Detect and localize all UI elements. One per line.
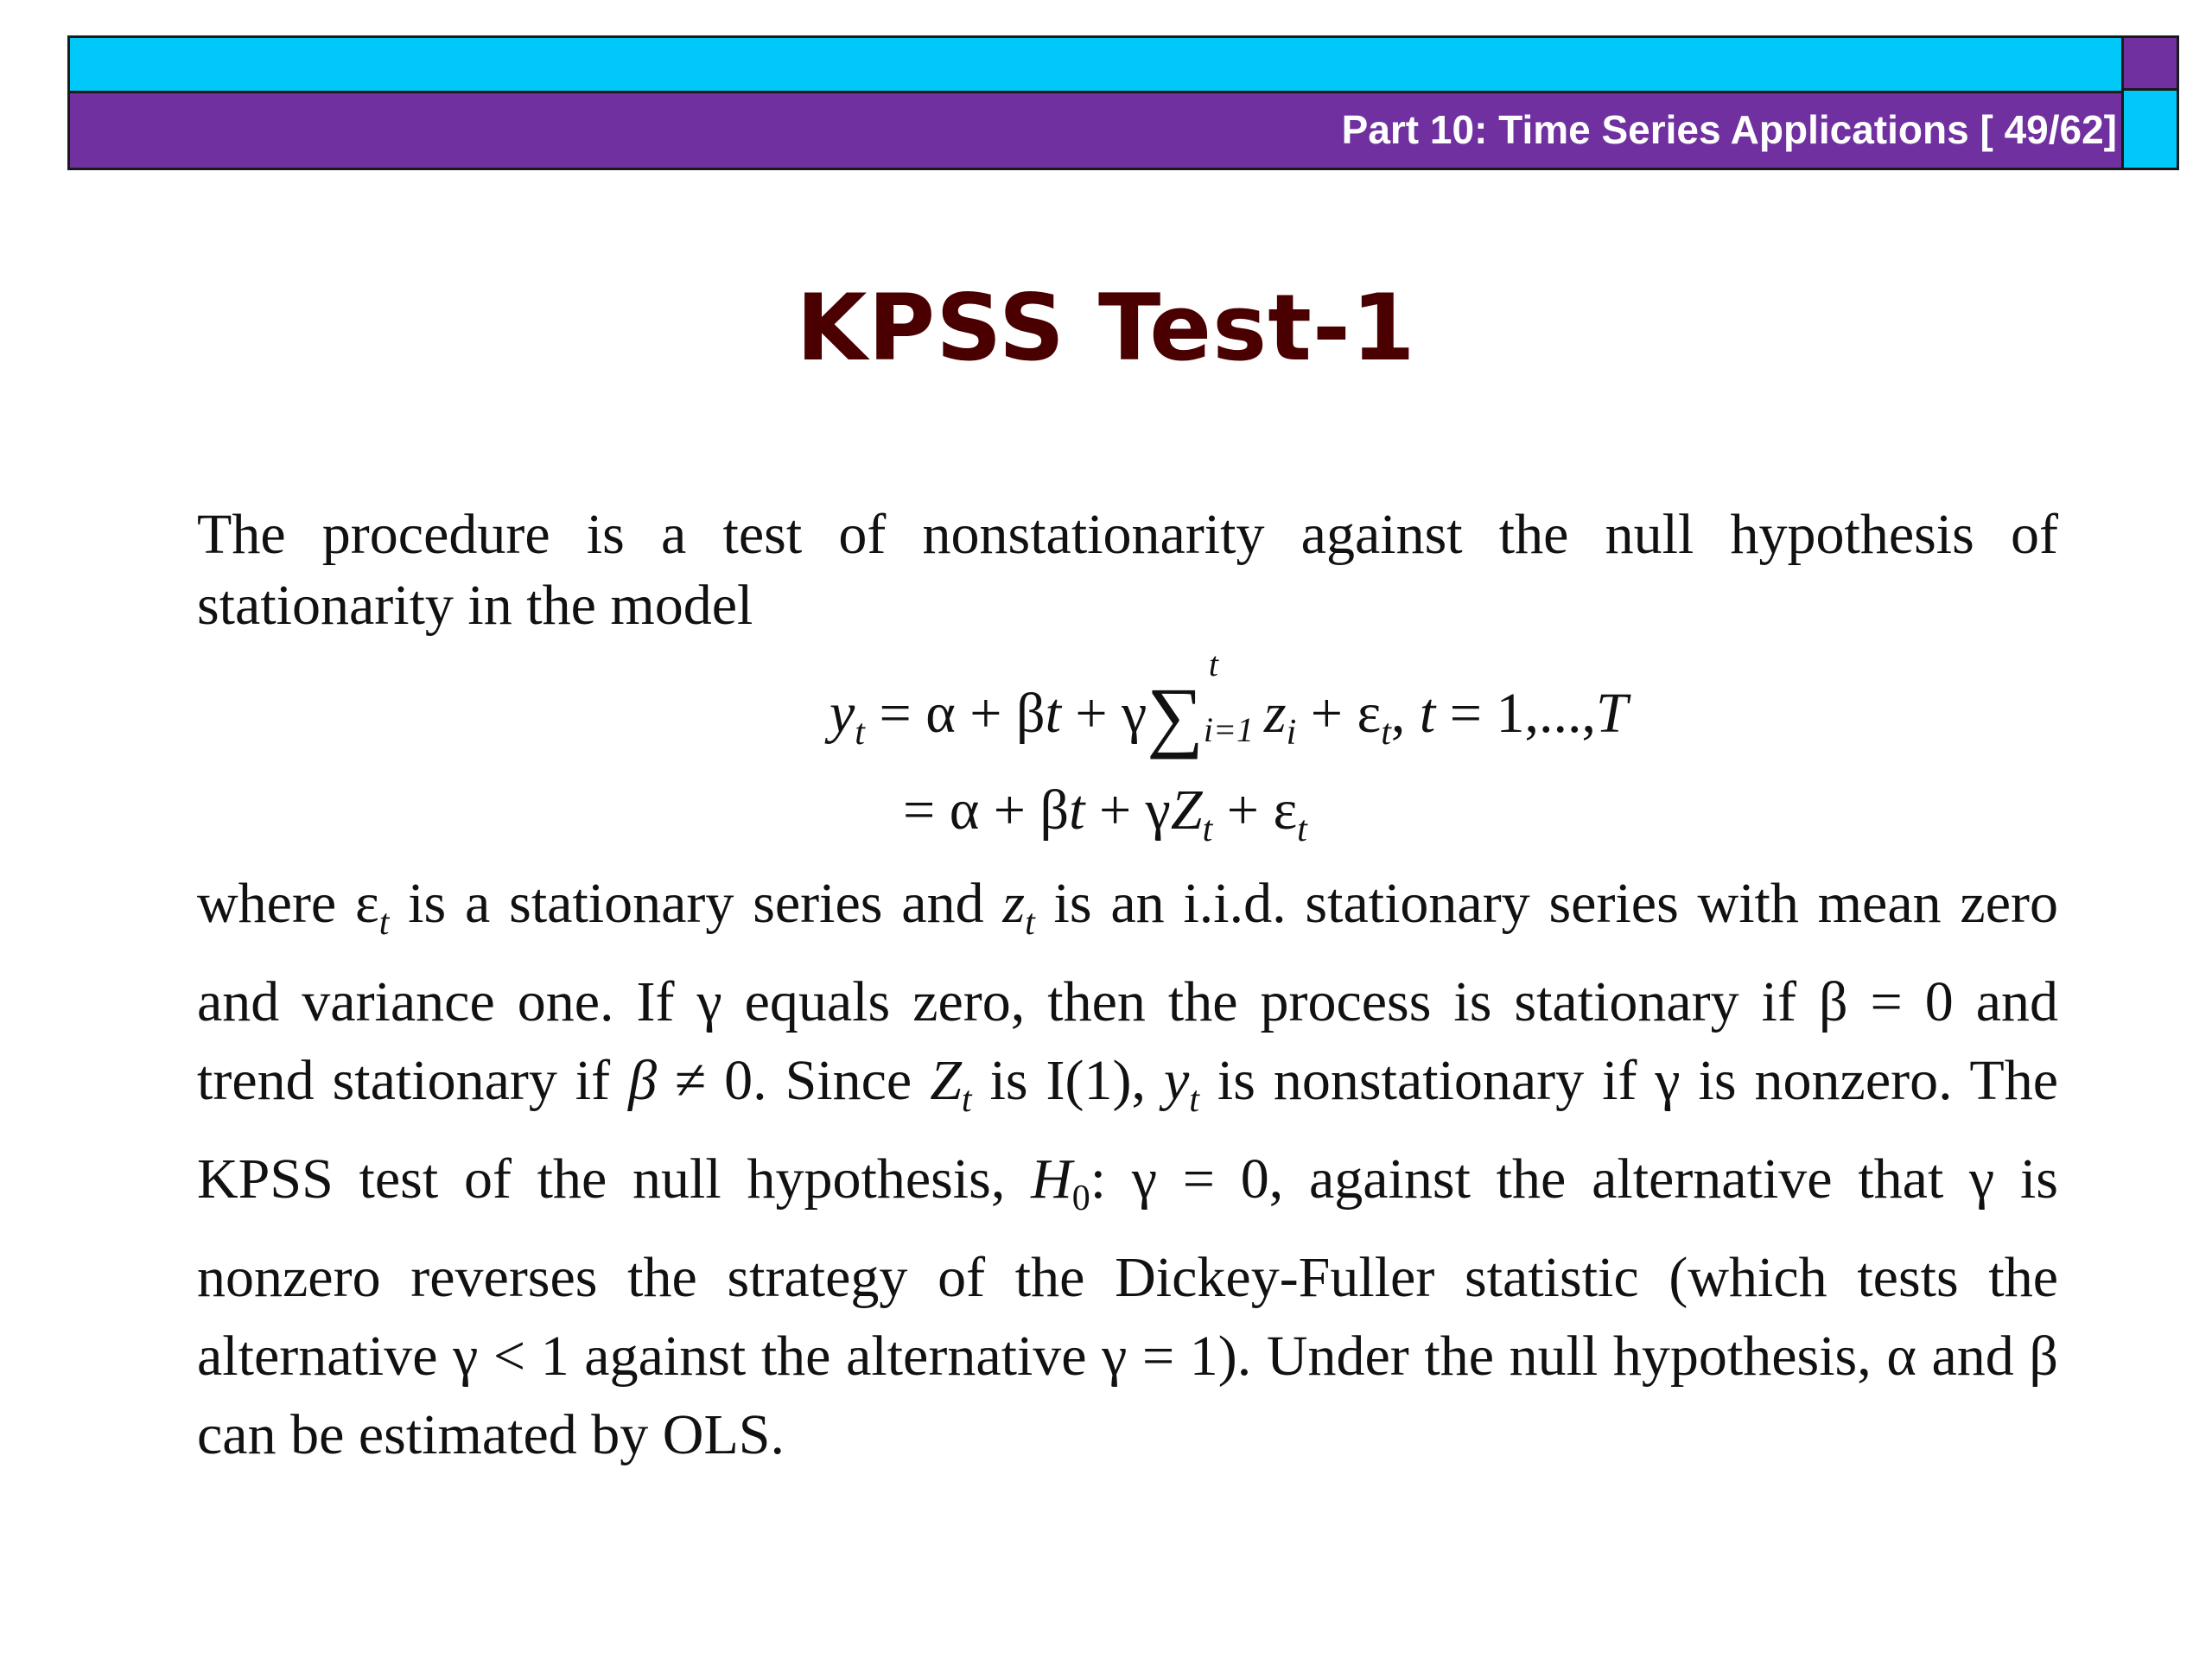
eq2-part: + γ [1084,779,1171,842]
intro-paragraph: The procedure is a test of nonstationarity against the null hypothesis of stationarity in the model [197,503,2058,637]
eq2-t: t [1069,779,1085,842]
header-corner-square-bottom [2124,91,2179,170]
eq-y: y [830,682,855,745]
eq2-Z: Z [1170,779,1203,842]
section-label: Part 10: Time Series Applications [ 49/62] [1341,107,2117,152]
eq-T: T [1595,682,1628,745]
body-text: is nonstationary if γ is nonzero. The KPSS test of the null hypothesis, [197,1049,2058,1211]
body-Z: Z [930,1049,962,1112]
body-text: ≠ 0. Since [656,1049,931,1112]
eq-part: = α + β [864,682,1046,745]
body-text: is a stationary series and [389,872,1003,935]
header-bar-top [67,35,2124,91]
sigma-symbol: ∑ [1147,671,1204,760]
body-y: y [1163,1049,1190,1112]
eq-z-sub: i [1286,713,1297,753]
equation-line-1 [830,645,1628,761]
slide-title: KPSS Test-1 [796,275,1416,381]
eq-y-sub: t [855,713,865,753]
body-sub: t [378,903,390,943]
eq2-part: = α + β [903,779,1070,842]
body-beta: β [628,1049,657,1112]
eq2-eps-sub: t [1297,810,1307,849]
body-z: z [1002,872,1026,935]
eq-part: = 1,..., [1435,682,1596,745]
eq-eps-sub: t [1381,713,1391,753]
sigma-lower: i=1 [1203,710,1255,749]
body-text: where ε [197,872,379,935]
header-corner-square-top [2124,35,2179,91]
equation-line-2 [903,778,1307,850]
body-paragraph [197,864,2058,1474]
eq-part: , [1390,682,1420,745]
sigma-upper: t [1208,645,1219,683]
body-sub: t [1189,1080,1199,1120]
body-text: : γ = 0, against the alternative that γ is nonzero reverses the strategy of the Dickey-Fuller statistic (which tests the alternative γ < 1 against the alternative γ = 1). Under the null hypothesis, α and β can be estimated by OLS. [197,1147,2058,1466]
eq-t: t [1045,682,1061,745]
body-sub: t [961,1080,972,1120]
body-sub: t [1025,903,1035,943]
eq-part: + γ [1060,682,1147,745]
body-sub: 0 [1071,1179,1090,1218]
eq2-part: + ε [1212,779,1298,842]
body-text: is I(1), [971,1049,1164,1112]
eq-z: z [1263,682,1287,745]
eq-part: + ε [1296,682,1382,745]
eq2-Z-sub: t [1202,810,1213,849]
sigma-limits [1203,645,1264,749]
eq-t2: t [1419,682,1436,745]
body-H: H [1031,1147,1072,1211]
body-text: is an i.i.d. stationary series with mean zero and variance one. If γ equals zero, then the process is stationary if β = 0 and trend stationary if [197,872,2058,1112]
